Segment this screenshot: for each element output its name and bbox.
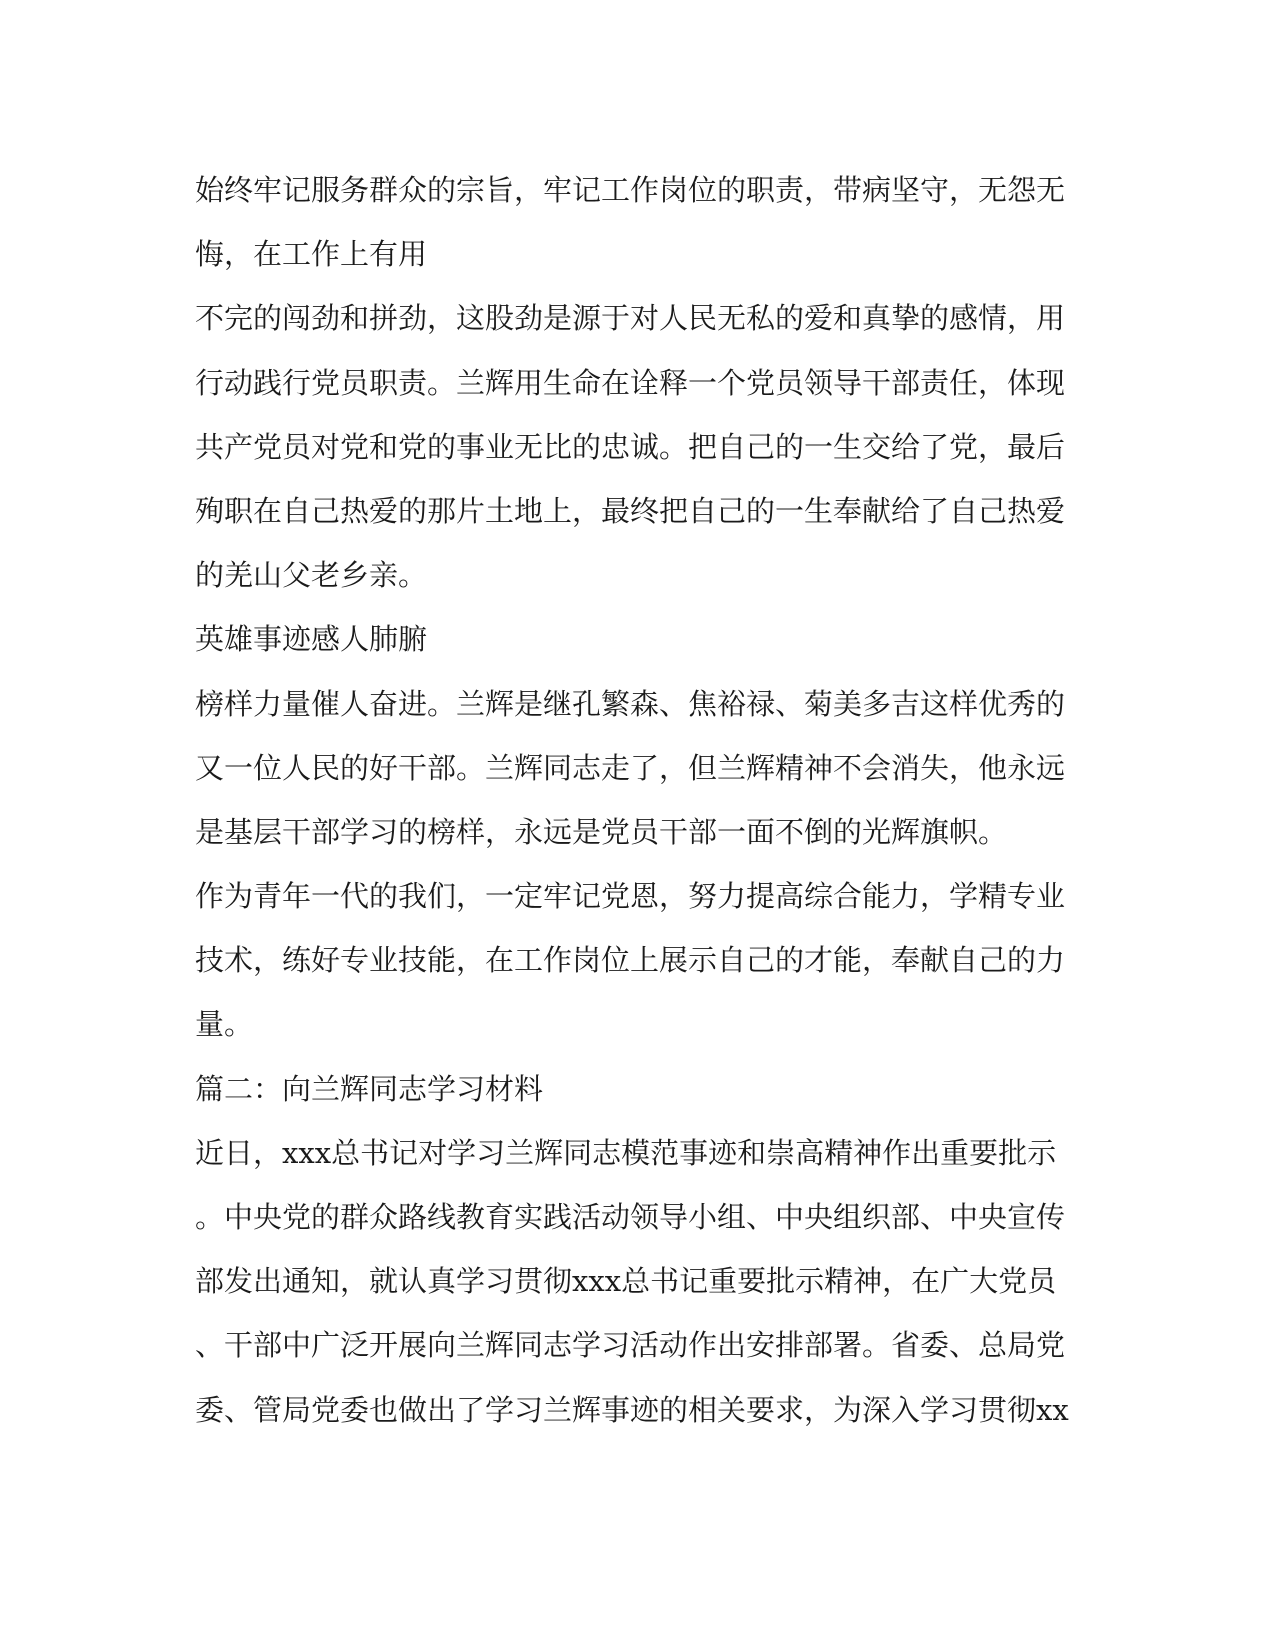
document-body (195, 158, 1075, 1442)
text-line: 又一位人民的好干部。兰辉同志走了，但兰辉精神不会消失，他永远 (195, 750, 1066, 785)
text-line: 技术，练好专业技能，在工作岗位上展示自己的才能，奉献自己的力 (195, 943, 1066, 978)
text-line: 。中央党的群众路线教育实践活动领导小组、中央组织部、中央宣传 (195, 1200, 1066, 1234)
section-heading: 英雄事迹感人肺腑 (195, 622, 428, 657)
text-line: 的羌山父老乡亲。 (195, 558, 428, 593)
section-heading: 篇二：向兰辉同志学习材料 (195, 1071, 544, 1106)
text-line: 共产党员对党和党的事业无比的忠诚。把自己的一生交给了党，最后 (195, 429, 1066, 464)
text-line: 悔，在工作上有用 (195, 237, 428, 272)
text-line: 量。 (195, 1007, 254, 1042)
text-line: 是基层干部学习的榜样，永远是党员干部一面不倒的光辉旗帜。 (195, 814, 1008, 849)
text-line: 近日，xxx总书记对学习兰辉同志模范事迹和崇高精神作出重要批示 (195, 1135, 1057, 1170)
text-line: 殉职在自己热爱的那片土地上，最终把自己的一生奉献给了自己热爱 (195, 493, 1066, 528)
text-line: 不完的闯劲和拼劲，这股劲是源于对人民无私的爱和真挚的感情，用 (195, 301, 1066, 336)
text-line: 、干部中广泛开展向兰辉同志学习活动作出安排部署。省委、总局党 (195, 1328, 1066, 1363)
text-line: 部发出通知，就认真学习贯彻xxx总书记重要批示精神，在广大党员 (195, 1264, 1057, 1299)
text-line: 作为青年一代的我们，一定牢记党恩，努力提高综合能力，学精专业 (195, 879, 1066, 914)
text-line: 榜样力量催人奋进。兰辉是继孔繁森、焦裕禄、菊美多吉这样优秀的 (195, 686, 1066, 721)
text-line: 行动践行党员职责。兰辉用生命在诠释一个党员领导干部责任，体现 (195, 365, 1066, 400)
text-line: 始终牢记服务群众的宗旨，牢记工作岗位的职责，带病坚守，无怨无 (195, 173, 1066, 207)
text-line: 委、管局党委也做出了学习兰辉事迹的相关要求，为深入学习贯彻xx (195, 1392, 1069, 1427)
